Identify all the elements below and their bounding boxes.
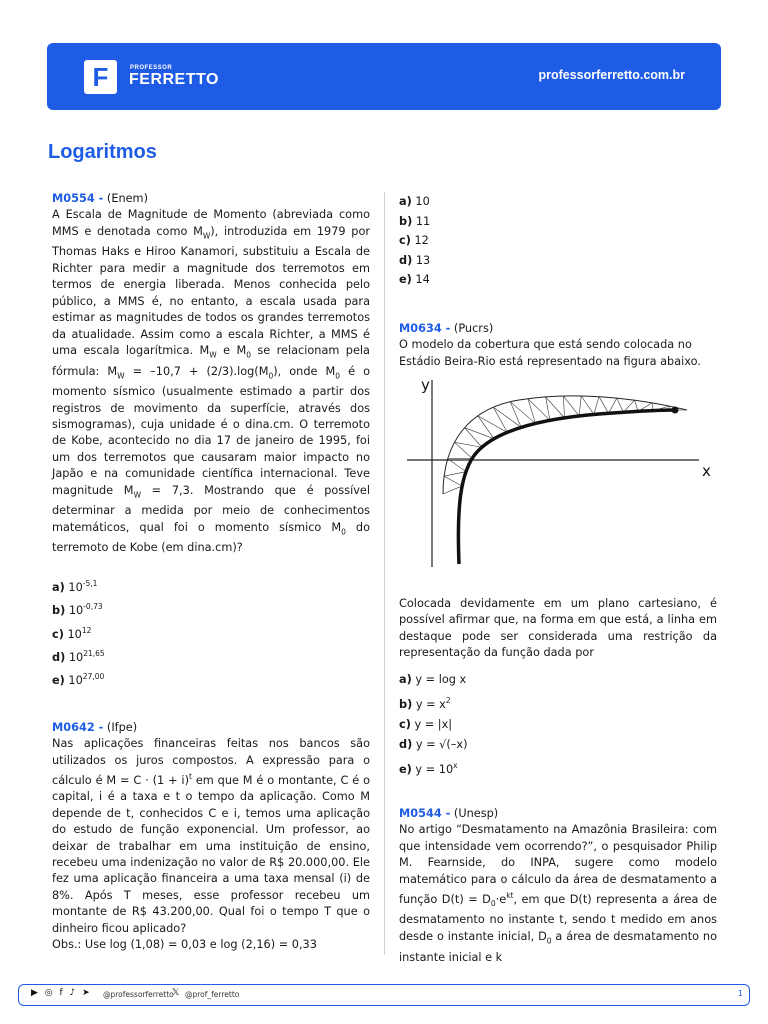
question-m0554 — [52, 191, 370, 557]
question-code: M0544 - — [399, 807, 451, 820]
option-b[interactable]: b) 11 — [399, 214, 431, 228]
option-d[interactable]: d) 10$^{21,65}$ — [52, 648, 105, 664]
truss-segment — [563, 396, 564, 418]
logo-letter: F — [92, 62, 109, 92]
brand-name: FERRETTO — [129, 71, 219, 88]
question-source: (Enem) — [106, 192, 148, 205]
options-m0642 — [399, 192, 717, 290]
truss-segment — [579, 396, 581, 416]
question-text: A Escala de Magnitude de Momento (abreviada como MMS e denotada como $M_W$), introduzida em 1979 por Thomas Haks e Hiroo Kanamori, substituiu a Escala de Richter para medir a magnitude dos terremotos em termos de energia liberada. Menos conhecida pelo público, a MMS é, no entanto, a escala usada para estimar as magnitudes de todos os grandes terremotos da atualidade. Assim como a escala Richter, a MMS é uma escala logarítmica. $M_W$ e $M_0$ se relacionam pela fórmula: $M_W = -10,7 + (2/3).\log(M_0)$, onde $M_0$ é o momento sísmico (usualmente estimado a partir dos registros de movimento da superfície, através dos sismogramas), cuja unidade é o dina.cm. O terremoto de Kobe, acontecido no dia 17 de janeiro de 1995, foi um dos terremotos que causaram maior impacto no Japão e na comunidade científica internacional. Teve magnitude $M_W = 7,3$. Mostrando que é possível determinar a medida por meio de conhecimentos matemáticos, qual foi o momento sísmico $M_0$ do terremoto de Kobe (em dina.cm)? — [52, 208, 370, 555]
page-title: Logaritmos — [48, 141, 157, 163]
options-m0634 — [399, 670, 717, 780]
question-text: No artigo “Desmatamento na Amazônia Brasileira: com que intensidade vem ocorrendo?”, o pesquisador Philip M. Fearnside, do INPA, sugere como modelo matemático para o cálculo da área de desmatamento a função $D(t) = D_0\cdot e^{kt}$, em que D(t) representa a área de desmatamento no instante t, sendo t medido em anos desde o instante inicial, $D_0$ a área de desmatamento no instante inicial e k — [399, 823, 717, 964]
option-c[interactable]: c) $10^{12}$ — [52, 625, 92, 641]
x-icon[interactable]: 𝕏 — [172, 988, 180, 998]
truss-segment — [478, 416, 494, 439]
options-m0554 — [52, 574, 370, 690]
site-link[interactable]: professorferretto.com.br — [538, 68, 685, 82]
option-e[interactable]: e) 10$^{27,00}$ — [52, 672, 105, 687]
truss-segment — [546, 397, 565, 418]
option-a[interactable]: a) y = log x — [399, 673, 467, 686]
question-m0634 — [399, 321, 717, 370]
truss-segment — [444, 472, 466, 477]
question-source: (Pucrs) — [453, 322, 494, 335]
question-text: O modelo da cobertura que está sendo colocada no Estádio Beira-Rio está representado na figura abaixo. — [399, 338, 701, 368]
x-handle[interactable]: @prof_ferretto — [185, 990, 240, 999]
social-handle[interactable]: @professorferretto — [103, 990, 174, 999]
question-code: M0554 - — [52, 192, 104, 205]
truss-segment — [581, 396, 594, 414]
option-b[interactable]: b) $10^{-0,73}$ — [52, 602, 103, 618]
truss-segment — [563, 396, 579, 416]
footer-bar — [18, 984, 750, 1006]
question-m0642 — [52, 720, 370, 953]
question-code: M0642 - — [52, 721, 104, 734]
option-e[interactable]: e) $y = 10^x$ — [399, 760, 458, 776]
option-e[interactable]: e) 14 — [399, 273, 430, 286]
option-a[interactable]: a) 10 — [399, 195, 430, 208]
question-source: (Unesp) — [453, 807, 499, 820]
column-divider — [384, 192, 385, 955]
truss-segment — [454, 442, 481, 447]
truss-segment — [609, 398, 617, 413]
option-c[interactable]: c) 12 — [399, 234, 429, 247]
truss-segment — [465, 428, 494, 439]
x-axis-label: x — [702, 462, 711, 480]
question-source: (Ifpe) — [106, 721, 138, 734]
truss-segment — [510, 402, 535, 424]
truss-segment — [594, 397, 599, 415]
stadium-roof-figure — [399, 372, 719, 572]
option-d[interactable]: d) y = √(–x) — [399, 738, 468, 752]
truss-segment — [444, 476, 462, 486]
brand-tagline: PROFESSOR — [130, 65, 173, 71]
option-c[interactable]: c) y = |x| — [399, 717, 453, 731]
question-obs: Obs.: Use log (1,08) = 0,03 e log (2,16) = 0,33 — [52, 938, 317, 952]
highlighted-curve — [458, 410, 675, 564]
curve-endpoint — [672, 407, 679, 414]
logo[interactable] — [84, 60, 117, 94]
truss-segment — [617, 398, 624, 412]
question-code: M0634 - — [399, 322, 451, 335]
option-a[interactable]: a) $10^{-5,1}$ — [52, 579, 98, 594]
social-icons[interactable]: ▶ ◎ f ♪ ➤ — [31, 988, 92, 998]
question-m0634-body — [399, 596, 717, 662]
question-text: Colocada devidamente em um plano cartesiano, é possível afirmar que, na forma em que está, a linha em destaque pode ser considerada uma restrição da representação da função dada por — [399, 597, 717, 660]
truss-segment — [454, 442, 472, 458]
question-text: Nas aplicações financeiras feitas nos bancos são utilizados os juros compostos. A expressão para o cálculo é $M = C \cdot (1 + i)^t$ em que M é o montante, C é o capital, i é a taxa e t o tempo da aplicação. Como M depende de t, conhecidos C e i, temos uma aplicação do estudo de função exponencial. Um professor, ao deixar de trabalhar em uma instituição de ensino, recebeu uma indenização no valor de R$ 20.000,00. Ele fez uma aplicação financeira a uma taxa mensal (i) de 8%. Após T meses, esse professor recebeu um montante de R$ 43.200,00. Qual foi o tempo T que o dinheiro ficou aplicado? — [52, 737, 370, 935]
question-m0544 — [399, 806, 717, 966]
option-b[interactable]: b) $y = x^2$ — [399, 695, 451, 711]
y-axis-label: y — [421, 376, 430, 394]
page-number: 1 — [737, 989, 743, 998]
truss-segment — [599, 397, 609, 414]
truss-segment — [448, 459, 466, 472]
option-d[interactable]: d) 13 — [399, 253, 431, 267]
header-banner — [47, 43, 721, 110]
